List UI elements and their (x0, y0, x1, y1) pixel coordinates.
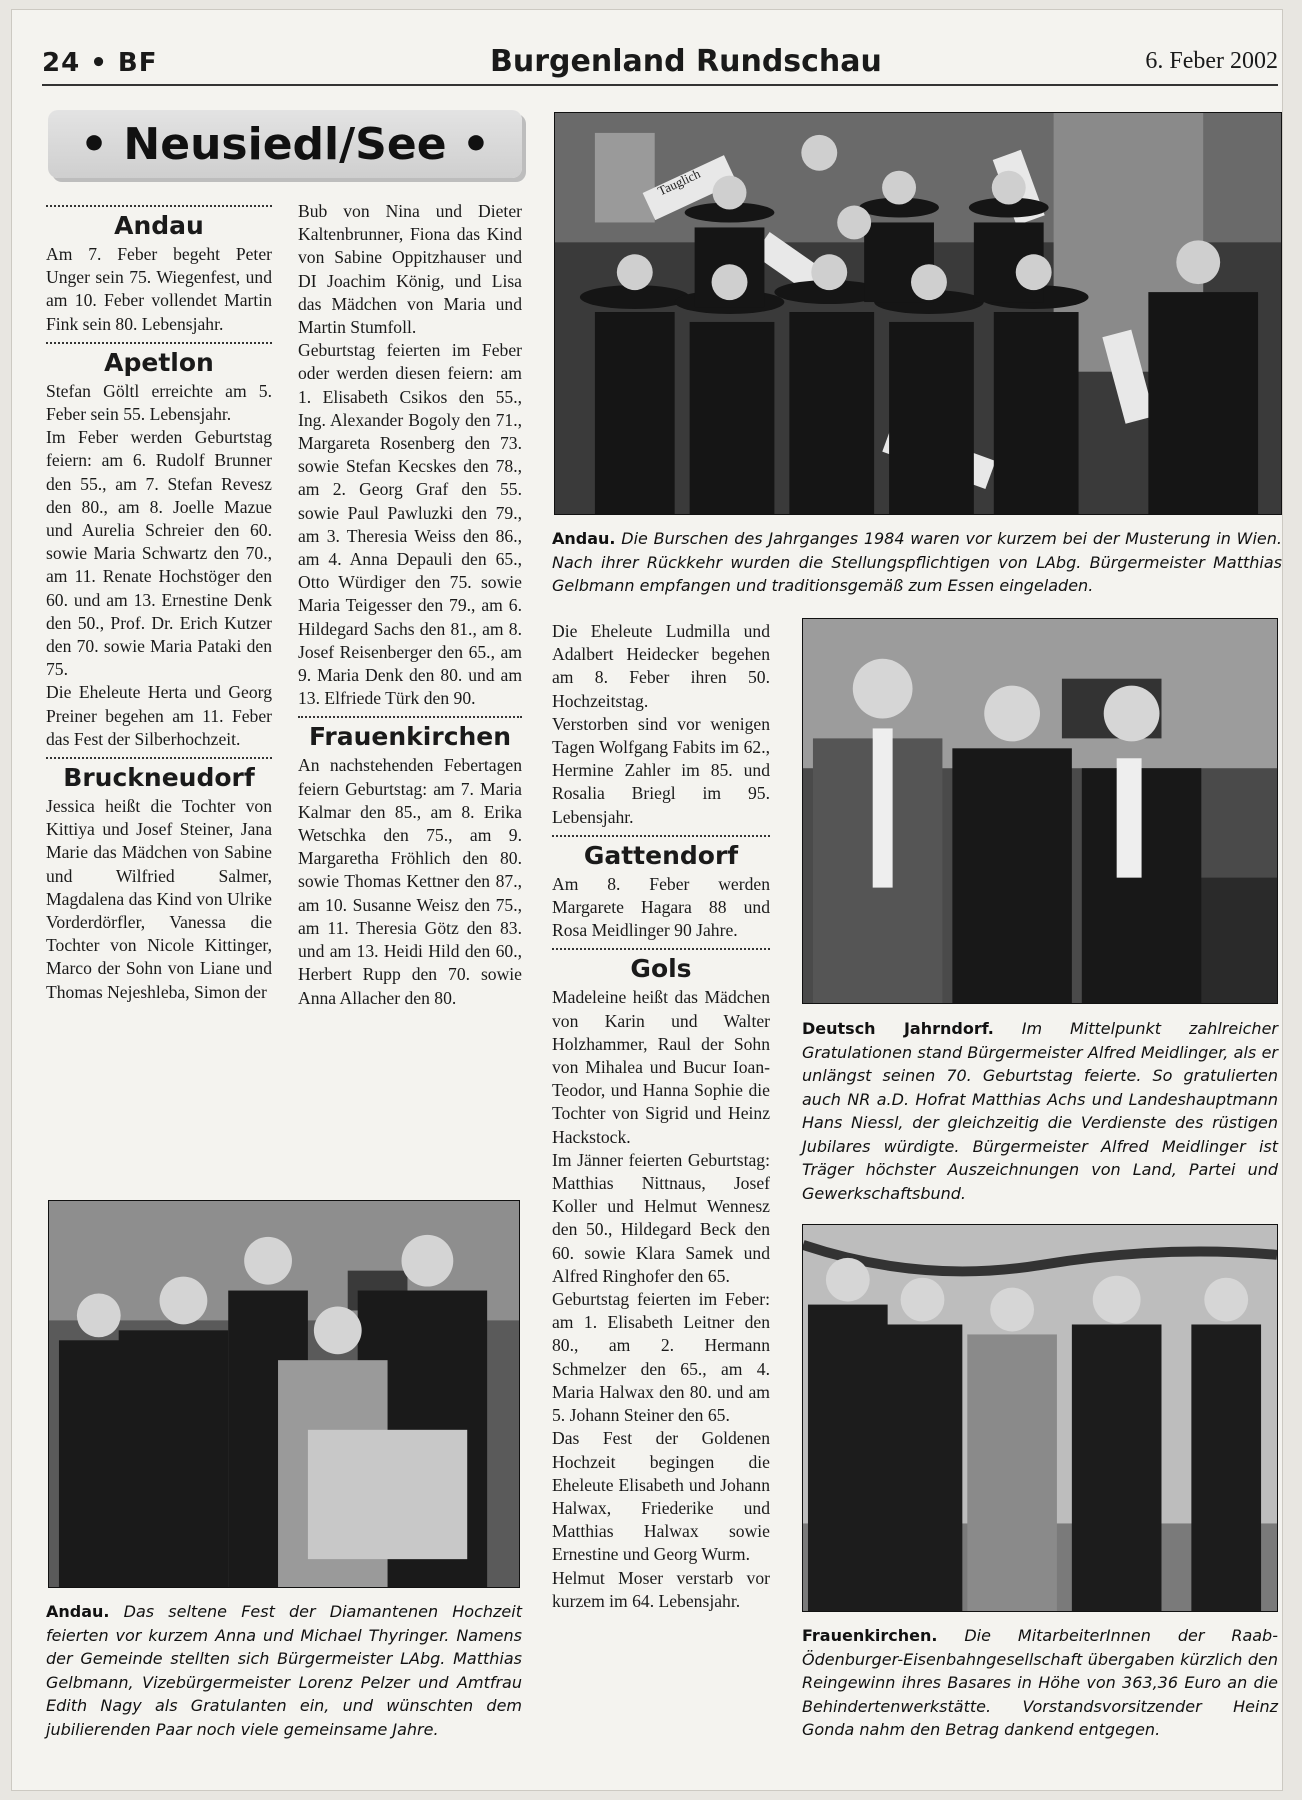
caption-donation (802, 1624, 1278, 1742)
caption-place: Deutsch Jahrndorf. (802, 1019, 994, 1038)
section-banner: • Neusiedl/See • (48, 110, 522, 178)
header-rule (42, 84, 1278, 86)
column-3 (552, 620, 770, 1613)
flag-label: Tauglich (655, 165, 703, 199)
caption-text: Die MitarbeiterInnen der Raab-Ödenburger-Eisenbahngesellschaft übergaben kürzlich den Reingewinn ihres Basares in Höhe von 363,36 Euro an die Behindertenwerkstätte. Vorstandsvorsitzender Heinz Gonda nahm den Betrag dankend entgegen. (802, 1626, 1278, 1739)
andau-text: Am 7. Feber begeht Peter Unger sein 75. Wiegenfest, und am 10. Feber vollendet Martin Fink sein 80. Lebensjahr. (46, 244, 272, 334)
gols-text-4: Das Fest der Goldenen Hochzeit begingen die Eheleute Elisabeth und Johann Halwax, Friederike und Matthias Halwax sowie Ernestine und Georg Wurm. (552, 1428, 770, 1565)
dotted-divider (46, 205, 272, 207)
caption-place: Frauenkirchen. (802, 1626, 938, 1645)
apetlon-text-1: Stefan Göltl erreichte am 5. Feber sein 55. Lebensjahr. (46, 380, 272, 425)
caption-text: Die Burschen des Jahrganges 1984 waren vor kurzem bei der Musterung in Wien. Nach ihrer Rückkehr wurden die Stellungspflichtigen von LAbg. Bürgermeister Matthias Gelbmann empfangen und traditionsgemäß zum Essen eingeladen. (552, 529, 1282, 595)
heading-apetlon: Apetlon (104, 347, 214, 377)
dotted-divider (298, 716, 522, 718)
heading-andau: Andau (114, 211, 204, 240)
gols-text-1: Madeleine heißt das Mädchen von Karin und Walter Holzhammer, Raul der Sohn von Mihalea und Bucur Ioan-Teodor, und Hanna Sophie die Tochter von Sigrid und Heinz Hackstock. (552, 987, 770, 1147)
heading-frauenkirchen: Frauenkirchen (308, 722, 512, 752)
gols-text-2: Im Jänner feierten Geburtstag: Matthias Nittnaus, Josef Koller und Helmut Wennesz den 50., Hildegard Beck den 60. sowie Klara Samek und Alfred Ringhofer den 65. (552, 1149, 770, 1286)
continued-text-2: Verstorben sind vor wenigen Tagen Wolfgang Fabits im 62., Hermine Zahler im 85. und Rosalia Briegl im 95. Lebensjahr. (552, 713, 770, 827)
continued-text-1: Die Eheleute Ludmilla und Adalbert Heidecker begehen am 8. Feber ihren 50. Hochzeitstag. (552, 621, 770, 711)
dotted-divider (552, 948, 770, 950)
caption-text: Das seltene Fest der Diamantenen Hochzeit feierten vor kurzem Anna und Michael Thyringer. Namens der Gemeinde stellten sich Bürgermeister LAbg. Matthias Gelbmann, Vizebürgermeister Lorenz Pelzer und Amtfrau Edith Nagy als Gratulanten ein, und wünschten dem jubilierenden Paar noch viele gemeinsame Jahre. (46, 1602, 522, 1739)
bruckneudorf-text-1a: Jessica heißt die Tochter von Kittiya und Josef Steiner, Jana Marie das Mädchen von Sabine und Wilfried Salmer, Magdalena das Kind von Ulrike Vorderdörfler, Vanessa die Tochter von Nicole Kittinger, Marco der Sohn von Liane und Thomas Nejeshleba, Simon der (46, 796, 272, 1002)
caption-place: Andau. (552, 529, 616, 548)
heading-bruckneudorf: Bruckneudorf (63, 763, 255, 793)
gols-text-5: Helmut Moser verstarb vor kurzem im 64. Lebensjahr. (552, 1567, 770, 1611)
caption-recruits (552, 527, 1282, 598)
caption-jubilee (802, 1017, 1278, 1205)
column-1 (46, 205, 272, 1004)
newspaper-title: Burgenland Rundschau (490, 44, 882, 79)
caption-diamond-wedding (46, 1600, 522, 1741)
frauenkirchen-text: An nachstehenden Febertagen feiern Geburtstag: am 7. Maria Kalmar den 85., am 8. Erika Wetschka den 75., am 9. Margaretha Fröhlich den 80. sowie Thomas Kettner den 87., am 10. Susanne Weisz den 75., am 11. Theresia Götz den 83. und am 13. Heidi Hild den 60., Herbert Rupp den 70. sowie Anna Allacher den 80. (298, 755, 522, 1008)
gols-text-3: Geburtstag feierten im Feber: am 1. Elisabeth Leitner den 80., am 2. Hermann Schmelzer den 65., am 4. Maria Halwax den 80. und am 5. Johann Steiner den 65. (552, 1289, 770, 1426)
photo-diamond-wedding (48, 1200, 520, 1588)
apetlon-text-3: Die Eheleute Herta und Georg Preiner begehen am 11. Feber das Fest der Silberhochzeit. (46, 682, 272, 749)
photo-jubilee (802, 618, 1278, 1004)
caption-text: Im Mittelpunkt zahlreicher Gratulationen stand Bürgermeister Alfred Meidlinger, als er unlängst seinen 70. Geburtstag feierte. So gratulierten auch NR a.D. Hofrat Matthias Achs und Landeshauptmann Hans Niessl, der gleichzeitig die Verdienste des rüstigen Jubilares würdigte. Bürgermeister Alfred Meidlinger ist Träger höchster Auszeichnungen von Land, Partei und Gewerkschaftsbund. (802, 1019, 1278, 1203)
bruckneudorf-text-2: Geburtstag feierten im Feber oder werden diesen feiern: am 1. Elisabeth Csikos den 55., Ing. Alexander Bogoly den 71., Margareta Rosenberg den 73. sowie Stefan Kecskes den 78., am 2. Georg Graf den 55. sowie Paul Pawluzki den 79., am 3. Theresia Weiss den 86., am 4. Anna Depauli den 65., Otto Würdiger den 75. sowie Maria Teigesser den 79., am 6. Hildegard Sachs den 81., am 8. Josef Reisenberger den 65., am 9. Maria Denk den 80. und am 13. Elfriede Türk den 90. (298, 340, 522, 709)
heading-gattendorf: Gattendorf (583, 840, 739, 870)
photo-donation (802, 1224, 1278, 1612)
caption-place: Andau. (46, 1602, 110, 1621)
apetlon-text-2: Im Feber werden Geburtstag feiern: am 6. Rudolf Brunner den 55., am 7. Stefan Revesz den 80., am 8. Joelle Mazue und Aurelia Schreier den 60. sowie Maria Schwartz den 70., am 11. Renate Hochstöger den 60. und am 13. Ernestine Denk den 50., Prof. Dr. Erich Kutzer den 70. sowie Maria Pataki den 75. (46, 427, 272, 680)
photo-recruits (554, 112, 1282, 515)
dotted-divider (46, 342, 272, 344)
gattendorf-text: Am 8. Feber werden Margarete Hagara 88 und Rosa Meidlinger 90 Jahre. (552, 873, 770, 941)
page-number: 24 • BF (42, 48, 158, 78)
issue-date: 6. Feber 2002 (1145, 48, 1278, 74)
heading-gols: Gols (630, 954, 692, 984)
bruckneudorf-text-1b: Bub von Nina und Dieter Kaltenbrunner, Fiona das Kind von Sabine Oppitzhauser und DI Joachim König, und Lisa das Mädchen von Maria und Martin Stumfoll. (298, 201, 522, 338)
column-2 (298, 200, 522, 1010)
dotted-divider (46, 757, 272, 759)
dotted-divider (552, 835, 770, 837)
